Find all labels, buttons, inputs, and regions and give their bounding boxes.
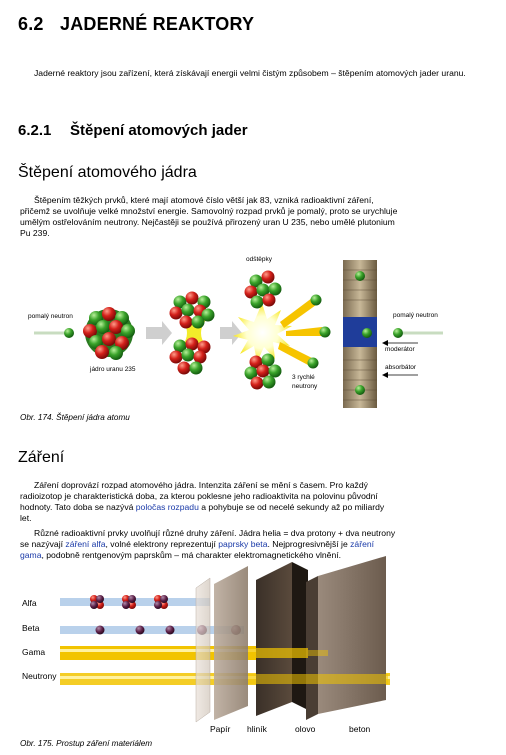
radiation-diagram: [60, 556, 390, 722]
material-label-lead: olovo: [295, 724, 316, 734]
splitting-nucleus: [170, 292, 215, 375]
beam-1: [280, 298, 316, 328]
absorber-block: [343, 317, 377, 347]
ray-label-beta: Beta: [22, 623, 40, 633]
link-gamma-2[interactable]: gama: [20, 550, 42, 560]
fast-neutron-1: [311, 295, 322, 306]
neutron-in-rod-1: [355, 271, 365, 281]
fast-neutron-2: [320, 327, 331, 338]
figure2-caption: Obr. 175. Prostup záření materiálem: [20, 739, 153, 748]
fission-paragraph: Štěpením těžkých prvků, které mají atomové číslo větší jak 83, vzniká radioaktivní záření, přičemž se uvolňuje velké množství energie. Samovolný rozpad prvků je pomalý, proto se urychluje umělým ostřelováním neutrony. Nejčastěji se používá přirozený uran U 235, nebo umělé plutonium Pu 239.: [20, 195, 398, 238]
fission-heading: Štěpení atomového jádra: [18, 164, 197, 181]
uranium-nucleus: [83, 307, 135, 360]
material-label-concrete: beton: [349, 724, 371, 734]
link-half-life[interactable]: poločas rozpadu: [135, 502, 199, 512]
fission-flash: [233, 303, 292, 362]
arrow-right-1: [146, 321, 172, 345]
section-title: JADERNÉ REAKTORY: [60, 14, 255, 34]
section-number: 6.2: [18, 14, 44, 34]
arrow-right-2: [220, 321, 242, 345]
fast-neutron-3: [308, 358, 319, 369]
label-fragments: odštěpky: [246, 256, 273, 263]
material-label-paper: Papír: [210, 724, 231, 734]
fragment-top: [245, 271, 282, 309]
label-nucleus: jádro uranu 235: [90, 366, 136, 373]
intro-paragraph: Jaderné reaktory jsou zařízení, která získávají energii velmi čistým způsobem – štěpením atomových jader uranu.: [34, 68, 466, 78]
ray-label-alpha: Alfa: [22, 598, 37, 608]
figure1-caption: Obr. 174. Štěpení jádra atomu: [20, 413, 130, 422]
slow-neutron-right: [393, 328, 403, 338]
label-fast-neutrons-1: 3 rychlé: [292, 374, 315, 381]
radiation-heading: Záření: [18, 449, 65, 466]
slow-neutron-left: [64, 328, 74, 338]
material-label-aluminium: hliník: [247, 724, 267, 734]
label-moderator: moderátor: [385, 346, 415, 353]
subsection-title: Štěpení atomových jader: [70, 122, 248, 139]
neutron-in-rod-3: [355, 385, 365, 395]
link-gamma-1[interactable]: záření: [350, 539, 375, 549]
radiation-paragraph-1: Záření doprovází rozpad atomového jádra. Intenzita záření se mění s časem. Pro každý radioizotop je charakteristická doba, za kterou poklesne jeho radioaktivita na polovinu původní hodnoty. Tato doba se nazývá poločas rozpadu a pohybuje se od necelé sekundy až po miliardy let.: [20, 480, 385, 523]
link-beta[interactable]: paprsky beta: [218, 539, 268, 549]
beam-2: [286, 327, 322, 336]
neutron-in-rod-2: [362, 328, 372, 338]
fragment-bottom: [245, 354, 282, 390]
subsection-number: 6.2.1: [18, 122, 52, 139]
radiation-paragraph-2: Různé radioaktivní prvky uvolňují různé druhy záření. Jádra helia = dva protony + dva neutrony se nazývají záření alfa, volné elektrony reprezentují paprsky beta. Nejprogresivnější je záření gama, podobně rentgenovým paprskům – má charakter elektromagnetického vlnění.: [20, 528, 396, 560]
label-fast-neutrons-2: neutrony: [292, 383, 318, 390]
beam-3: [278, 342, 312, 365]
label-slow-neutron-left: pomalý neutron: [28, 313, 73, 320]
link-alpha[interactable]: záření alfa: [65, 539, 106, 549]
ray-label-neutrons: Neutrony: [22, 671, 57, 681]
ray-label-gamma: Gama: [22, 647, 46, 657]
label-slow-neutron-right: pomalý neutron: [393, 312, 438, 319]
label-absorber: absorbátor: [385, 364, 417, 371]
